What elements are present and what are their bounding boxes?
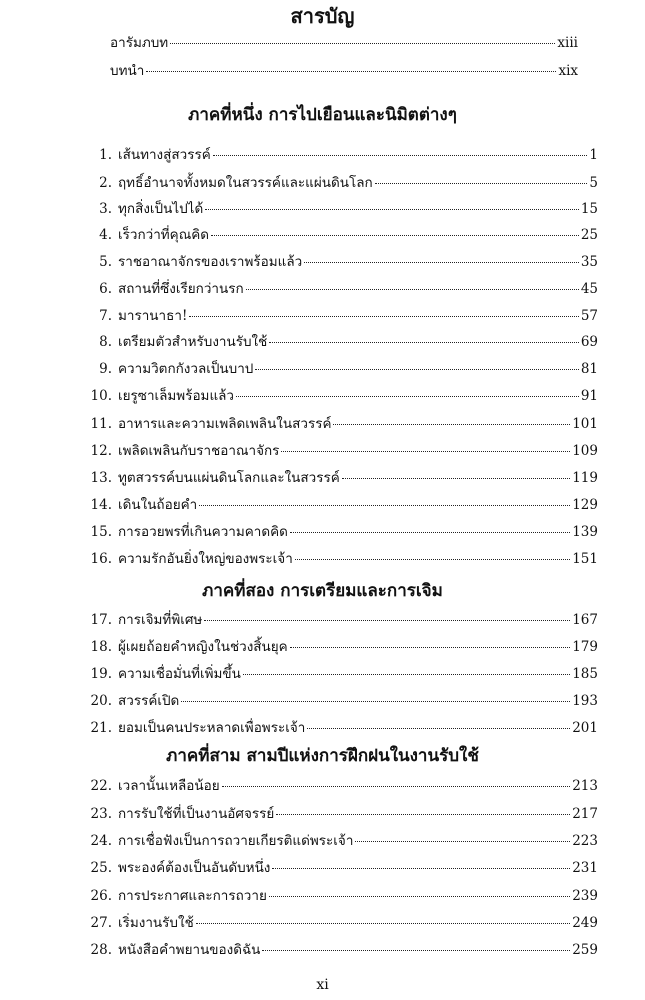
part-heading: ภาคที่สาม สามปีแห่งการฝึกฝนในงานรับใช้ xyxy=(166,746,479,766)
entry-title: อาหารและความเพลิดเพลินในสวรรค์ xyxy=(118,416,332,432)
toc-entry xyxy=(86,277,598,299)
entry-number: 3. xyxy=(99,201,112,217)
entry-page: 185 xyxy=(572,666,598,682)
dot-leader xyxy=(236,396,579,397)
entry-number: 4. xyxy=(99,227,112,243)
entry-page: 91 xyxy=(580,388,598,404)
entry-title: ผู้เผยถ้อยคำหญิงในช่วงสิ้นยุค xyxy=(118,639,288,655)
toc-entry xyxy=(86,856,598,878)
entry-title: ความเชื่อมั่นที่เพิ่มขึ้น xyxy=(118,666,241,682)
entry-title: เวลานั้นเหลือน้อย xyxy=(118,778,220,794)
entry-number: 24. xyxy=(90,833,112,849)
entry-number: 21. xyxy=(90,720,112,736)
entry-page: 5 xyxy=(589,175,598,191)
entry-page: 57 xyxy=(580,308,598,324)
dot-leader xyxy=(281,451,570,452)
toc-entry xyxy=(86,802,598,824)
entry-page: 139 xyxy=(572,524,598,540)
entry-number: 1. xyxy=(99,147,112,163)
entry-page: 151 xyxy=(572,551,598,567)
dot-leader xyxy=(304,262,579,263)
toc-entry xyxy=(86,716,598,738)
entry-title: เริ่มงานรับใช้ xyxy=(118,915,194,931)
entry-page: 119 xyxy=(572,470,598,486)
toc-entry xyxy=(86,412,598,434)
entry-title: เตรียมตัวสำหรับงานรับใช้ xyxy=(118,334,268,350)
entry-number: 7. xyxy=(99,308,112,324)
dot-leader xyxy=(295,559,570,560)
dot-leader xyxy=(269,342,579,343)
dot-leader xyxy=(276,814,570,815)
toc-entry xyxy=(86,223,598,245)
entry-title: ทูตสวรรค์บนแผ่นดินโลกและในสวรรค์ xyxy=(118,470,340,486)
dot-leader xyxy=(213,155,588,156)
entry-page: 231 xyxy=(572,860,598,876)
entry-number: 9. xyxy=(99,361,112,377)
entry-page: 179 xyxy=(572,639,598,655)
toc-entry xyxy=(86,439,598,461)
toc-entry-front xyxy=(110,59,578,81)
toc-entry xyxy=(86,662,598,684)
entry-page: 1 xyxy=(589,147,598,163)
toc-entry xyxy=(86,197,598,219)
toc-entry xyxy=(86,608,598,630)
dot-leader xyxy=(333,424,570,425)
toc-entry xyxy=(86,911,598,933)
entry-page: 201 xyxy=(572,720,598,736)
dot-leader xyxy=(342,478,570,479)
entry-title: สวรรค์เปิด xyxy=(118,693,180,709)
page-title: สารบัญ xyxy=(290,4,355,28)
dot-leader xyxy=(246,289,579,290)
part-heading: ภาคที่หนึ่ง การไปเยือนและนิมิตต่างๆ xyxy=(188,105,457,125)
entry-number: 16. xyxy=(90,551,112,567)
dot-leader xyxy=(222,786,571,787)
entry-title: หนังสือคำพยานของดิฉัน xyxy=(118,942,261,958)
toc-entry xyxy=(86,635,598,657)
toc-entry xyxy=(86,171,598,193)
entry-page: 45 xyxy=(580,281,598,297)
entry-number: 15. xyxy=(90,524,112,540)
dot-leader xyxy=(255,369,578,370)
dot-leader xyxy=(355,841,570,842)
entry-title: การประกาศและการถวาย xyxy=(118,888,267,904)
toc-entry xyxy=(86,357,598,379)
entry-title: ราชอาณาจักรของเราพร้อมแล้ว xyxy=(118,254,303,270)
entry-page: 223 xyxy=(572,833,598,849)
page-number: xi xyxy=(316,977,329,993)
entry-page: 25 xyxy=(580,227,598,243)
entry-title: เพลิดเพลินกับราชอาณาจักร xyxy=(118,443,280,459)
toc-entry xyxy=(86,547,598,569)
entry-title: เร็วกว่าที่คุณคิด xyxy=(118,227,210,243)
toc-entry xyxy=(86,466,598,488)
dot-leader xyxy=(204,620,570,621)
entry-title: บทนำ xyxy=(110,63,145,79)
entry-number: 5. xyxy=(99,254,112,270)
entry-page: 69 xyxy=(580,334,598,350)
entry-page: 101 xyxy=(572,416,598,432)
entry-page: 193 xyxy=(572,693,598,709)
entry-number: 8. xyxy=(99,334,112,350)
toc-entry xyxy=(86,250,598,272)
entry-page: xiii xyxy=(557,35,578,51)
dot-leader xyxy=(307,728,570,729)
entry-page: 239 xyxy=(572,888,598,904)
toc-entry xyxy=(86,520,598,542)
entry-number: 18. xyxy=(90,639,112,655)
toc-entry xyxy=(86,330,598,352)
dot-leader xyxy=(146,71,556,72)
entry-title: เส้นทางสู่สวรรค์ xyxy=(118,147,211,163)
toc-entry xyxy=(86,938,598,960)
entry-number: 20. xyxy=(90,693,112,709)
entry-title: อารัมภบท xyxy=(110,35,169,51)
entry-number: 27. xyxy=(90,915,112,931)
dot-leader xyxy=(290,532,570,533)
entry-number: 11. xyxy=(90,416,112,432)
toc-entry xyxy=(86,884,598,906)
entry-title: ความวิตกกังวลเป็นบาป xyxy=(118,361,254,377)
entry-title: เยรูซาเล็มพร้อมแล้ว xyxy=(118,388,235,404)
dot-leader xyxy=(196,923,570,924)
dot-leader xyxy=(199,505,570,506)
entry-title: ทุกสิ่งเป็นไปได้ xyxy=(118,201,204,217)
part-heading: ภาคที่สอง การเตรียมและการเจิม xyxy=(202,581,443,601)
entry-number: 22. xyxy=(90,778,112,794)
dot-leader xyxy=(211,235,579,236)
entry-page: 167 xyxy=(572,612,598,628)
entry-title: สถานที่ซึ่งเรียกว่านรก xyxy=(118,281,244,297)
entry-page: 249 xyxy=(572,915,598,931)
entry-page: 81 xyxy=(580,361,598,377)
toc-entry xyxy=(86,689,598,711)
dot-leader xyxy=(170,43,555,44)
entry-title: ความรักอันยิ่งใหญ่ของพระเจ้า xyxy=(118,551,293,567)
entry-page: xix xyxy=(558,63,578,79)
entry-title: การเชื่อฟังเป็นการถวายเกียรติแด่พระเจ้า xyxy=(118,833,354,849)
entry-page: 213 xyxy=(572,778,598,794)
entry-page: 35 xyxy=(580,254,598,270)
toc-entry-front xyxy=(110,31,578,53)
toc-entry xyxy=(86,493,598,515)
entry-page: 217 xyxy=(572,806,598,822)
dot-leader xyxy=(262,950,570,951)
entry-number: 25. xyxy=(90,860,112,876)
entry-page: 129 xyxy=(572,497,598,513)
entry-number: 19. xyxy=(90,666,112,682)
toc-entry xyxy=(86,384,598,406)
entry-number: 28. xyxy=(90,942,112,958)
entry-number: 2. xyxy=(99,175,112,191)
toc-entry xyxy=(86,143,598,165)
entry-number: 12. xyxy=(90,443,112,459)
entry-number: 23. xyxy=(90,806,112,822)
entry-title: เดินในถ้อยคำ xyxy=(118,497,198,513)
entry-title: การรับใช้ที่เป็นงานอัศจรรย์ xyxy=(118,806,275,822)
dot-leader xyxy=(181,701,570,702)
entry-page: 109 xyxy=(572,443,598,459)
toc-entry xyxy=(86,774,598,796)
entry-page: 15 xyxy=(580,201,598,217)
entry-number: 26. xyxy=(90,888,112,904)
entry-title: การเจิมที่พิเศษ xyxy=(118,612,203,628)
toc-entry xyxy=(86,304,598,326)
entry-number: 10. xyxy=(90,388,112,404)
dot-leader xyxy=(205,209,579,210)
entry-title: ยอมเป็นคนประหลาดเพื่อพระเจ้า xyxy=(118,720,306,736)
entry-number: 13. xyxy=(90,470,112,486)
entry-title: พระองค์ต้องเป็นอันดับหนึ่ง xyxy=(118,860,271,876)
toc-entry xyxy=(86,829,598,851)
dot-leader xyxy=(269,896,570,897)
dot-leader xyxy=(290,647,571,648)
entry-number: 6. xyxy=(99,281,112,297)
dot-leader xyxy=(272,868,570,869)
entry-number: 14. xyxy=(90,497,112,513)
dot-leader xyxy=(189,316,578,317)
dot-leader xyxy=(375,183,588,184)
entry-title: มารานาธา! xyxy=(118,308,188,324)
dot-leader xyxy=(243,674,570,675)
entry-title: ฤทธิ์อำนาจทั้งหมดในสวรรค์และแผ่นดินโลก xyxy=(118,175,373,191)
entry-page: 259 xyxy=(572,942,598,958)
entry-title: การอวยพรที่เกินความคาดคิด xyxy=(118,524,288,540)
entry-number: 17. xyxy=(90,612,112,628)
